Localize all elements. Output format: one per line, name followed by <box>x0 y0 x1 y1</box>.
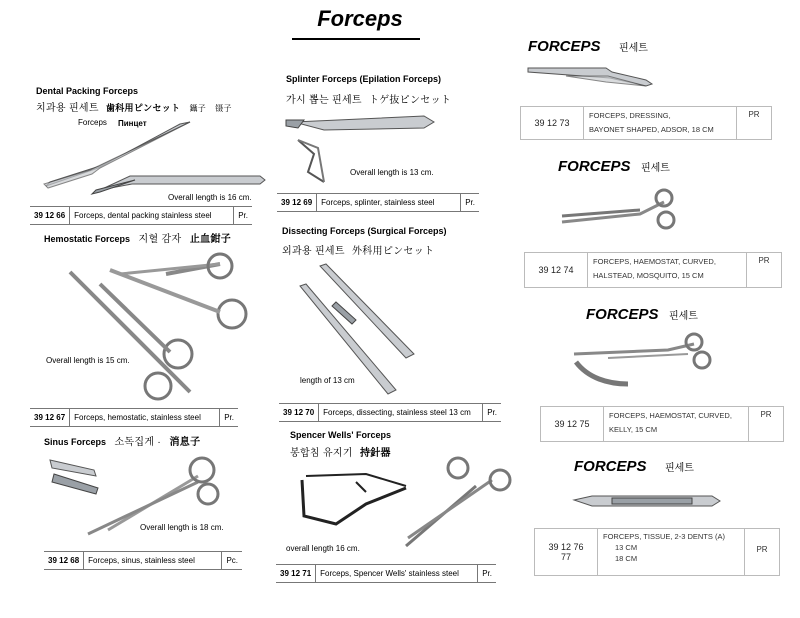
right3-code-table <box>540 406 784 442</box>
hemostatic-forceps-image <box>70 244 250 414</box>
right3-forceps-image <box>568 334 728 394</box>
right1-desc-line1: FORCEPS, DRESSING, <box>589 111 671 120</box>
page-title: Forceps <box>317 6 403 31</box>
dental-code: 39 12 66 <box>30 207 70 224</box>
spencer-code: 39 12 71 <box>276 565 316 582</box>
hemostatic-code: 39 12 67 <box>30 409 70 426</box>
hemostatic-code-row <box>30 408 238 427</box>
right1-code-table <box>520 106 772 140</box>
title-underline <box>292 38 420 40</box>
right2-code: 39 12 74 <box>525 253 588 287</box>
sinus-code: 39 12 68 <box>44 552 84 569</box>
dental-length: Overall length is 16 cm. <box>168 193 252 202</box>
right1-header <box>528 38 648 56</box>
sinus-forceps-image <box>48 452 248 547</box>
dental-zh2-text: 镊子 <box>215 104 232 113</box>
hemostatic-zh: 止血鉗子 <box>189 234 232 245</box>
splinter-desc: Forceps, splinter, stainless steel <box>317 194 461 211</box>
right2-desc <box>588 253 747 287</box>
sinus-heading: Sinus Forceps <box>44 437 107 447</box>
spencer-ko-text: 봉합침 유지기 <box>290 448 353 459</box>
right2-code-table <box>524 252 782 288</box>
dissecting-length: length of 13 cm <box>300 376 355 385</box>
spencer-desc: Forceps, Spencer Wells' stainless steel <box>316 565 478 582</box>
dissecting-desc: Forceps, dissecting, stainless steel 13 cm <box>319 404 483 421</box>
sinus-desc: Forceps, sinus, stainless steel <box>84 552 222 569</box>
right2-header <box>558 158 670 176</box>
right3-header <box>586 306 698 324</box>
right4-forceps-image <box>572 488 732 518</box>
right1-forceps-image <box>526 62 666 92</box>
splinter-jp-text: トゲ抜ピンセット <box>368 95 452 106</box>
sinus-ko: 소독집게 · <box>114 437 162 448</box>
right3-code: 39 12 75 <box>541 407 604 441</box>
hemostatic-desc: Forceps, hemostatic, stainless steel <box>70 409 220 426</box>
right2-desc-line1: FORCEPS, HAEMOSTAT, CURVED, <box>593 257 716 266</box>
right1-desc <box>584 107 737 139</box>
right4-unit: PR <box>756 545 768 554</box>
hemostatic-ko: 지혈 감자 <box>138 234 182 245</box>
sinus-length: Overall length is 18 cm. <box>140 523 224 532</box>
right4-heading: FORCEPS <box>574 458 647 475</box>
spencer-forceps-image <box>296 456 506 556</box>
dental-heading: Dental Packing Forceps <box>36 86 139 96</box>
spencer-code-row <box>276 564 496 583</box>
splinter-code: 39 12 69 <box>277 194 317 211</box>
right4-code-table <box>534 528 780 576</box>
dissecting-heading: Dissecting Forceps (Surgical Forceps) <box>282 226 447 236</box>
right3-desc <box>604 407 749 441</box>
dissecting-unit: Pr. <box>487 408 497 417</box>
dissecting-jp-text: 外科用ピンセット <box>351 246 435 257</box>
right1-heading: FORCEPS <box>528 38 601 55</box>
right4-desc-line2: 13 CM <box>615 543 638 552</box>
dissecting-korean <box>282 242 434 257</box>
spencer-length: overall length 16 cm. <box>286 544 360 553</box>
dissecting-ko-text: 외과용 핀세트 <box>282 246 345 257</box>
dental-forceps-image <box>40 118 270 193</box>
dental-code-row <box>30 206 252 225</box>
right4-code-cell <box>535 529 598 575</box>
right4-desc-line3: 18 CM <box>615 554 638 563</box>
right3-unit: PR <box>760 410 772 419</box>
dental-korean <box>36 99 232 114</box>
right1-code: 39 12 73 <box>521 107 584 139</box>
right1-desc-line2: BAYONET SHAPED, ADSOR, 18 CM <box>589 125 714 134</box>
splinter-unit: Pr. <box>465 198 475 207</box>
right3-desc-line1: FORCEPS, HAEMOSTAT, CURVED, <box>609 411 732 420</box>
right3-ko: 핀세트 <box>668 311 698 322</box>
right2-heading: FORCEPS <box>558 158 631 175</box>
splinter-length: Overall length is 13 cm. <box>350 168 434 177</box>
right4-desc-line1: FORCEPS, TISSUE, 2-3 DENTS (A) <box>603 532 725 541</box>
right2-desc-line2: HALSTEAD, MOSQUITO, 15 CM <box>593 271 704 280</box>
right3-heading: FORCEPS <box>586 306 659 323</box>
dissecting-code-row <box>279 403 501 422</box>
sinus-unit: Pc. <box>226 556 238 565</box>
right1-unit: PR <box>748 110 760 119</box>
splinter-ko-text: 가시 뽑는 핀세트 <box>286 95 362 106</box>
hemostatic-heading: Hemostatic Forceps <box>44 234 131 244</box>
dental-zh1-text: 鑷子 <box>189 104 207 113</box>
dental-russian-label: Пинцет <box>118 119 147 128</box>
right4-header <box>574 458 694 476</box>
dental-jp-text: 歯科用ピンセット <box>105 103 181 113</box>
dental-forceps-label: Forceps <box>78 118 107 127</box>
dental-ko-text: 치과용 핀세트 <box>36 103 99 114</box>
dissecting-code: 39 12 70 <box>279 404 319 421</box>
spencer-zh-text: 持針器 <box>359 448 391 459</box>
sinus-zh: 消息子 <box>169 437 201 448</box>
right3-desc-line2: KELLY, 15 CM <box>609 425 658 434</box>
splinter-korean <box>286 91 451 106</box>
right2-unit: PR <box>758 256 770 265</box>
splinter-heading: Splinter Forceps (Epilation Forceps) <box>286 74 442 84</box>
spencer-unit: Pr. <box>482 569 492 578</box>
right4-code2: 77 <box>560 552 571 562</box>
hemostatic-length: Overall length is 15 cm. <box>46 356 130 365</box>
right1-ko: 핀세트 <box>618 43 648 54</box>
right2-forceps-image <box>560 184 680 234</box>
dental-unit: Pr. <box>238 211 248 220</box>
spencer-heading: Spencer Wells' Forceps <box>290 430 392 440</box>
right4-code: 39 12 76 <box>548 542 584 552</box>
splinter-code-row <box>277 193 479 212</box>
sinus-header <box>44 432 200 450</box>
right4-ko: 핀세트 <box>664 463 694 474</box>
right2-ko: 핀세트 <box>640 163 670 174</box>
right4-desc <box>598 529 745 575</box>
sinus-code-row <box>44 551 242 570</box>
dental-desc: Forceps, dental packing stainless steel <box>70 207 234 224</box>
hemostatic-unit: Pr. <box>224 413 234 422</box>
